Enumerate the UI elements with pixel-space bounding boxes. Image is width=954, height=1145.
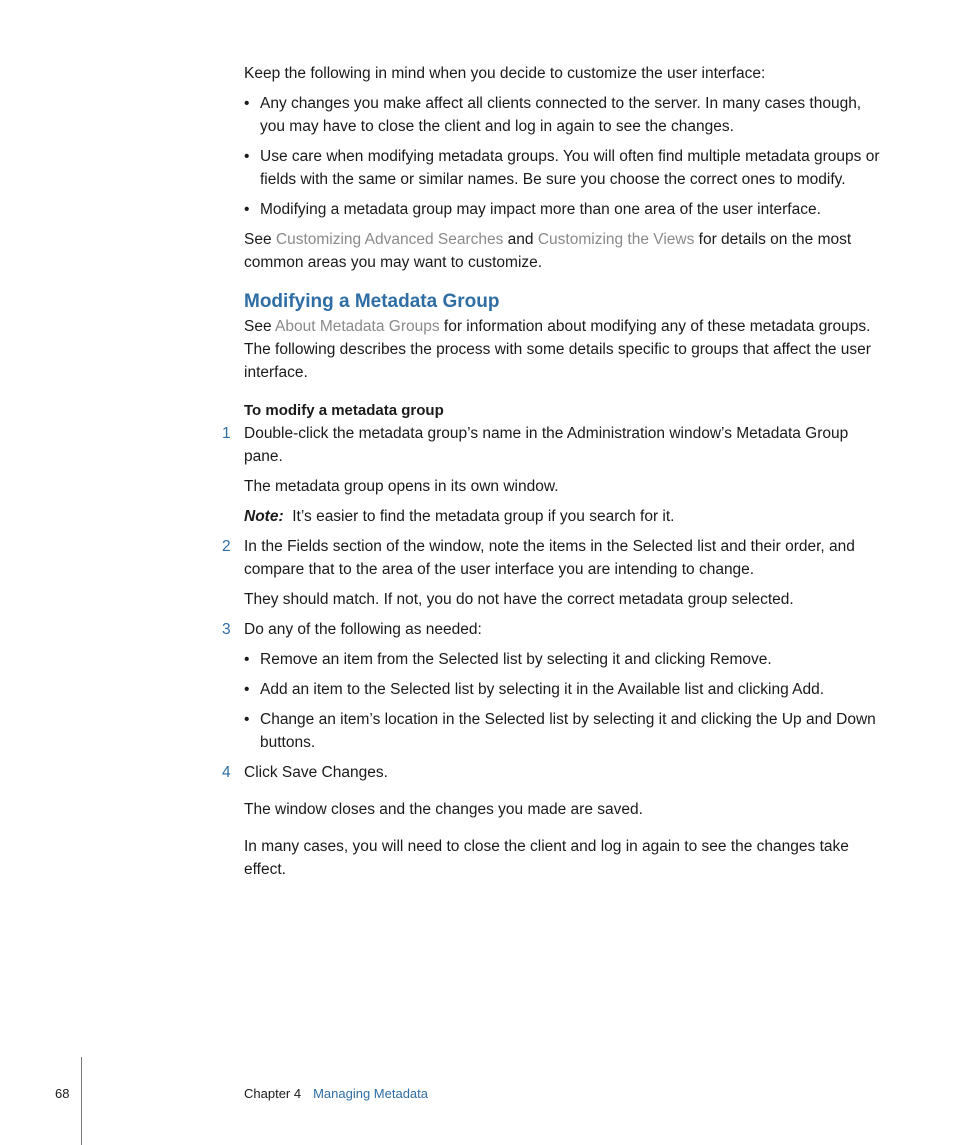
step-2-result: They should match. If not, you do not have the correct metadata group selected. (244, 591, 794, 608)
step-number: 2 (222, 538, 231, 555)
link-about-metadata-groups[interactable]: About Metadata Groups (275, 318, 440, 335)
list-item (244, 708, 884, 754)
step-number: 3 (222, 621, 231, 638)
step-text: In the Fields section of the window, note the items in the Selected list and their order, and compare that to the area of the user interface you are intending to change. (244, 538, 855, 578)
bullet-glyph: • (244, 148, 250, 165)
text-span: See (244, 231, 276, 248)
link-customizing-the-views[interactable]: Customizing the Views (537, 231, 695, 248)
text-span: for information about modifying any of these metadata groups. The following describes the process with some details specific to groups that affect the user interface. (244, 318, 871, 381)
step-text: Click Save Changes. (244, 764, 388, 781)
considerations-list (244, 92, 884, 221)
step-3-options-list (244, 648, 884, 754)
list-item-text: Use care when modifying metadata groups. You will often find multiple metadata groups or fields with the same or similar names. Be sure you choose the correct ones to modify. (260, 148, 880, 188)
text-span: for details on the most common areas you may want to customize. (244, 231, 852, 271)
section-heading: Modifying a Metadata Group (244, 291, 500, 312)
list-item-text: Add an item to the Selected list by selecting it in the Available list and clicking Add. (260, 681, 825, 698)
list-item-text: Any changes you make affect all clients connected to the server. In many cases though, you may have to close the client and log in again to see the changes. (260, 95, 862, 135)
step-number: 1 (222, 425, 231, 442)
page-content (222, 62, 884, 888)
section-intro-paragraph (244, 315, 884, 384)
text-span: See (244, 318, 276, 335)
list-item (244, 678, 884, 701)
step-1 (222, 422, 884, 468)
list-item (244, 648, 884, 671)
bullet-glyph: • (244, 95, 250, 112)
list-item-text: Change an item’s location in the Selected list by selecting it and clicking the Up and Down buttons. (260, 711, 876, 751)
step-4 (222, 761, 884, 784)
link-customizing-advanced-searches[interactable]: Customizing Advanced Searches (275, 231, 504, 248)
task-title: To modify a metadata group (244, 402, 444, 419)
step-2 (222, 535, 884, 581)
step-1-result: The metadata group opens in its own window. (244, 478, 559, 495)
see-also-paragraph (244, 228, 884, 274)
text-span: and (503, 231, 538, 248)
list-item-text: Modifying a metadata group may impact more than one area of the user interface. (260, 201, 821, 218)
step-3 (222, 618, 884, 641)
step-text: Double-click the metadata group’s name in the Administration window’s Metadata Group pane. (244, 425, 849, 465)
footer-chapter (244, 1086, 428, 1101)
page-number: 68 (55, 1086, 70, 1101)
bullet-glyph: • (244, 201, 250, 218)
note-text: It’s easier to find the metadata group if you search for it. (292, 508, 675, 525)
step-number: 4 (222, 764, 231, 781)
list-item (244, 92, 884, 138)
chapter-name: Managing Metadata (313, 1086, 429, 1101)
list-item-text: Remove an item from the Selected list by selecting it and clicking Remove. (260, 651, 772, 668)
note-label: Note: (244, 508, 284, 525)
bullet-glyph: • (244, 711, 250, 728)
step-text: Do any of the following as needed: (244, 621, 482, 638)
intro-paragraph: Keep the following in mind when you decide to customize the user interface: (244, 65, 766, 82)
chapter-label: Chapter 4 (244, 1086, 302, 1101)
step-4-result: The window closes and the changes you made are saved. (244, 801, 643, 818)
footer-divider (81, 1057, 82, 1145)
note-paragraph (244, 505, 884, 528)
list-item (244, 145, 884, 191)
bullet-glyph: • (244, 651, 250, 668)
step-4-followup: In many cases, you will need to close the client and log in again to see the changes take effect. (244, 838, 849, 878)
bullet-glyph: • (244, 681, 250, 698)
list-item (244, 198, 884, 221)
